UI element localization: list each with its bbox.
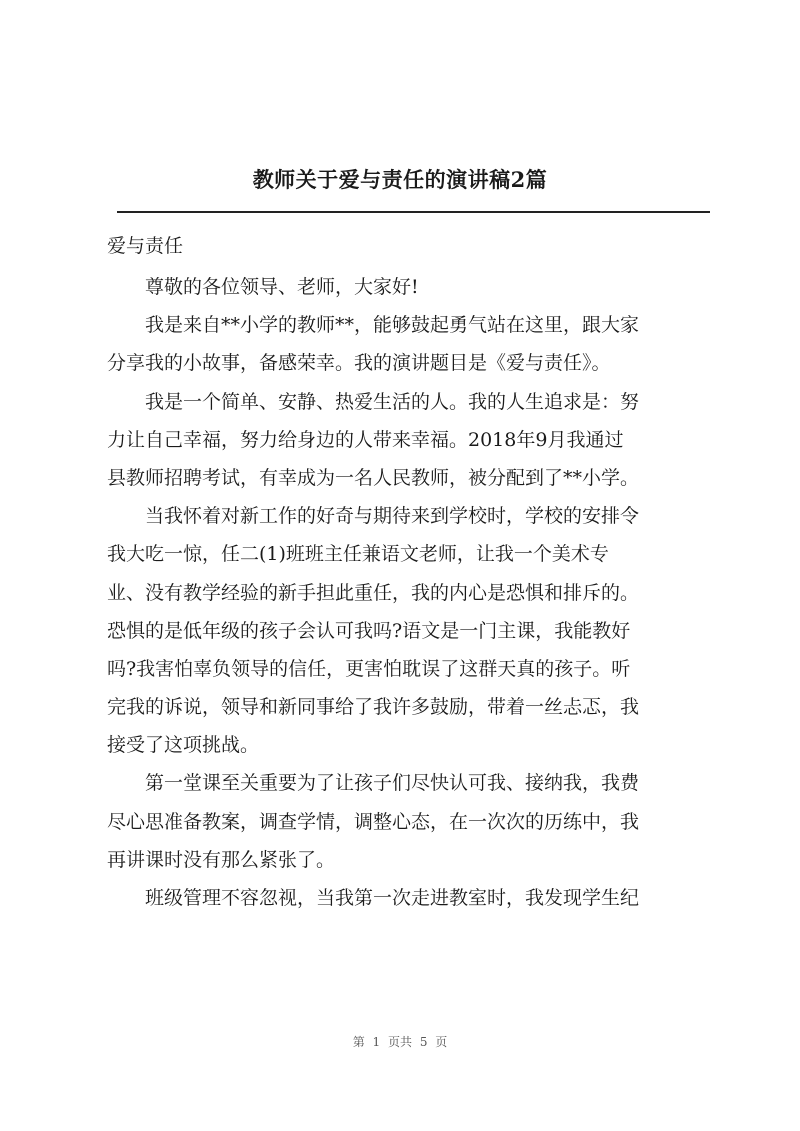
paragraph-line: 吗?我害怕辜负领导的信任，更害怕耽误了这群天真的孩子。听 <box>107 657 631 680</box>
paragraph-line: 再讲课时没有那么紧张了。 <box>107 848 336 871</box>
body-text <box>107 268 713 917</box>
paragraph-line: 恐惧的是低年级的孩子会认可我吗?语文是一门主课，我能教好 <box>107 619 631 642</box>
paragraph-line: 我大吃一惊，任二(1)班班主任兼语文老师，让我一个美术专 <box>107 543 609 566</box>
paragraph-line: 班级管理不容忽视，当我第一次走进教室时，我发现学生纪 <box>145 887 640 909</box>
page-title: 教师关于爱与责任的演讲稿2篇 <box>252 167 548 192</box>
paragraph-line: 县教师招聘考试，有幸成为一名人民教师，被分配到了**小学。 <box>107 466 640 489</box>
paragraph-line: 尽心思准备教案，调查学情，调整心态，在一次次的历练中，我 <box>107 810 640 833</box>
paragraph-line: 当我怀着对新工作的好奇与期待来到学校时，学校的安排令 <box>145 505 640 528</box>
paragraph-line: 接受了这项挑战。 <box>107 734 260 757</box>
paragraph-line: 完我的诉说，领导和新同事给了我许多鼓励，带着一丝忐忑，我 <box>107 696 640 719</box>
title-divider <box>117 211 710 213</box>
page-number: 第 1 页共 5 页 <box>352 1035 448 1049</box>
paragraph-line: 力让自己幸福，努力给身边的人带来幸福。2018年9月我通过 <box>107 428 624 451</box>
paragraph-line: 分享我的小故事，备感荣幸。我的演讲题目是《爱与责任》。 <box>107 352 611 375</box>
paragraph-line: 我是来自**小学的教师**，能够鼓起勇气站在这里，跟大家 <box>145 314 640 337</box>
paragraph-line: 尊敬的各位领导、老师，大家好! <box>145 276 419 298</box>
paragraph-line: 第一堂课至关重要为了让孩子们尽快认可我、接纳我，我费 <box>145 772 640 795</box>
paragraph-line: 我是一个简单、安静、热爱生活的人。我的人生追求是：努 <box>145 390 640 413</box>
paragraph-line: 业、没有教学经验的新手担此重任，我的内心是恐惧和排斥的。 <box>107 581 640 604</box>
section-heading: 爱与责任 <box>107 235 184 257</box>
